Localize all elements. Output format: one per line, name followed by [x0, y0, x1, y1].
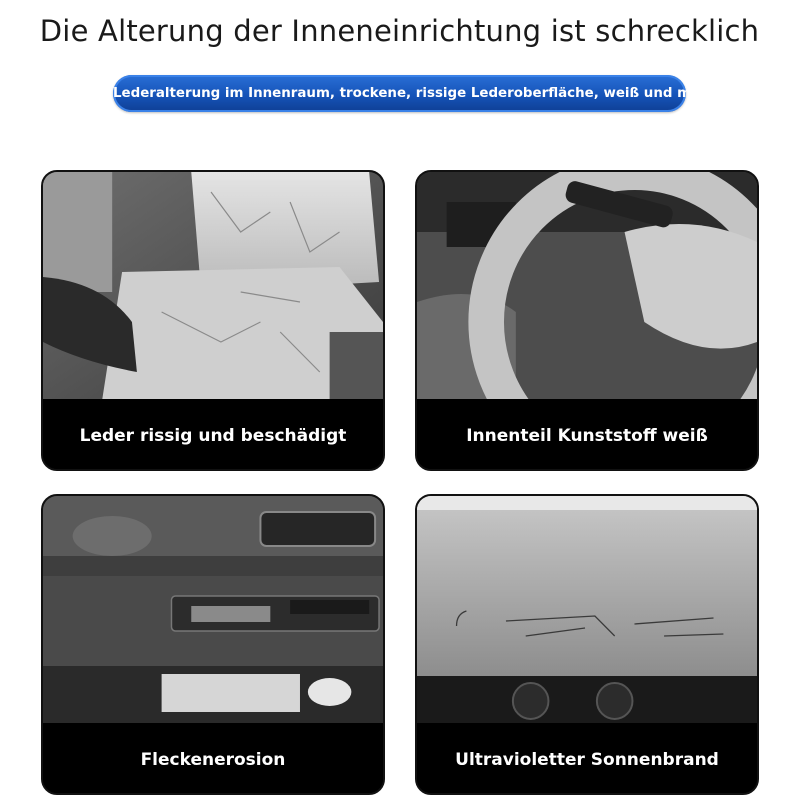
cracked-leather-seat-image	[43, 172, 383, 399]
stained-door-panel-image	[43, 496, 383, 723]
card-leather-seat	[41, 170, 385, 471]
card-caption: Ultravioletter Sonnenbrand	[417, 723, 757, 795]
page-title: Die Alterung der Inneneinrichtung ist schrecklich	[39, 14, 760, 48]
faded-steering-wheel-image	[417, 172, 757, 399]
card-caption: Innenteil Kunststoff weiß	[417, 399, 757, 471]
card-caption: Leder rissig und beschädigt	[43, 399, 383, 471]
card-door-panel	[41, 494, 385, 795]
card-caption: Fleckenerosion	[43, 723, 383, 795]
card-steering-wheel	[415, 170, 759, 471]
subtitle-banner: Lederalterung im Innenraum, trockene, rissige Lederoberfläche, weiß und matt	[113, 75, 686, 112]
sunburnt-dashboard-image	[417, 496, 757, 723]
card-dashboard	[415, 494, 759, 795]
